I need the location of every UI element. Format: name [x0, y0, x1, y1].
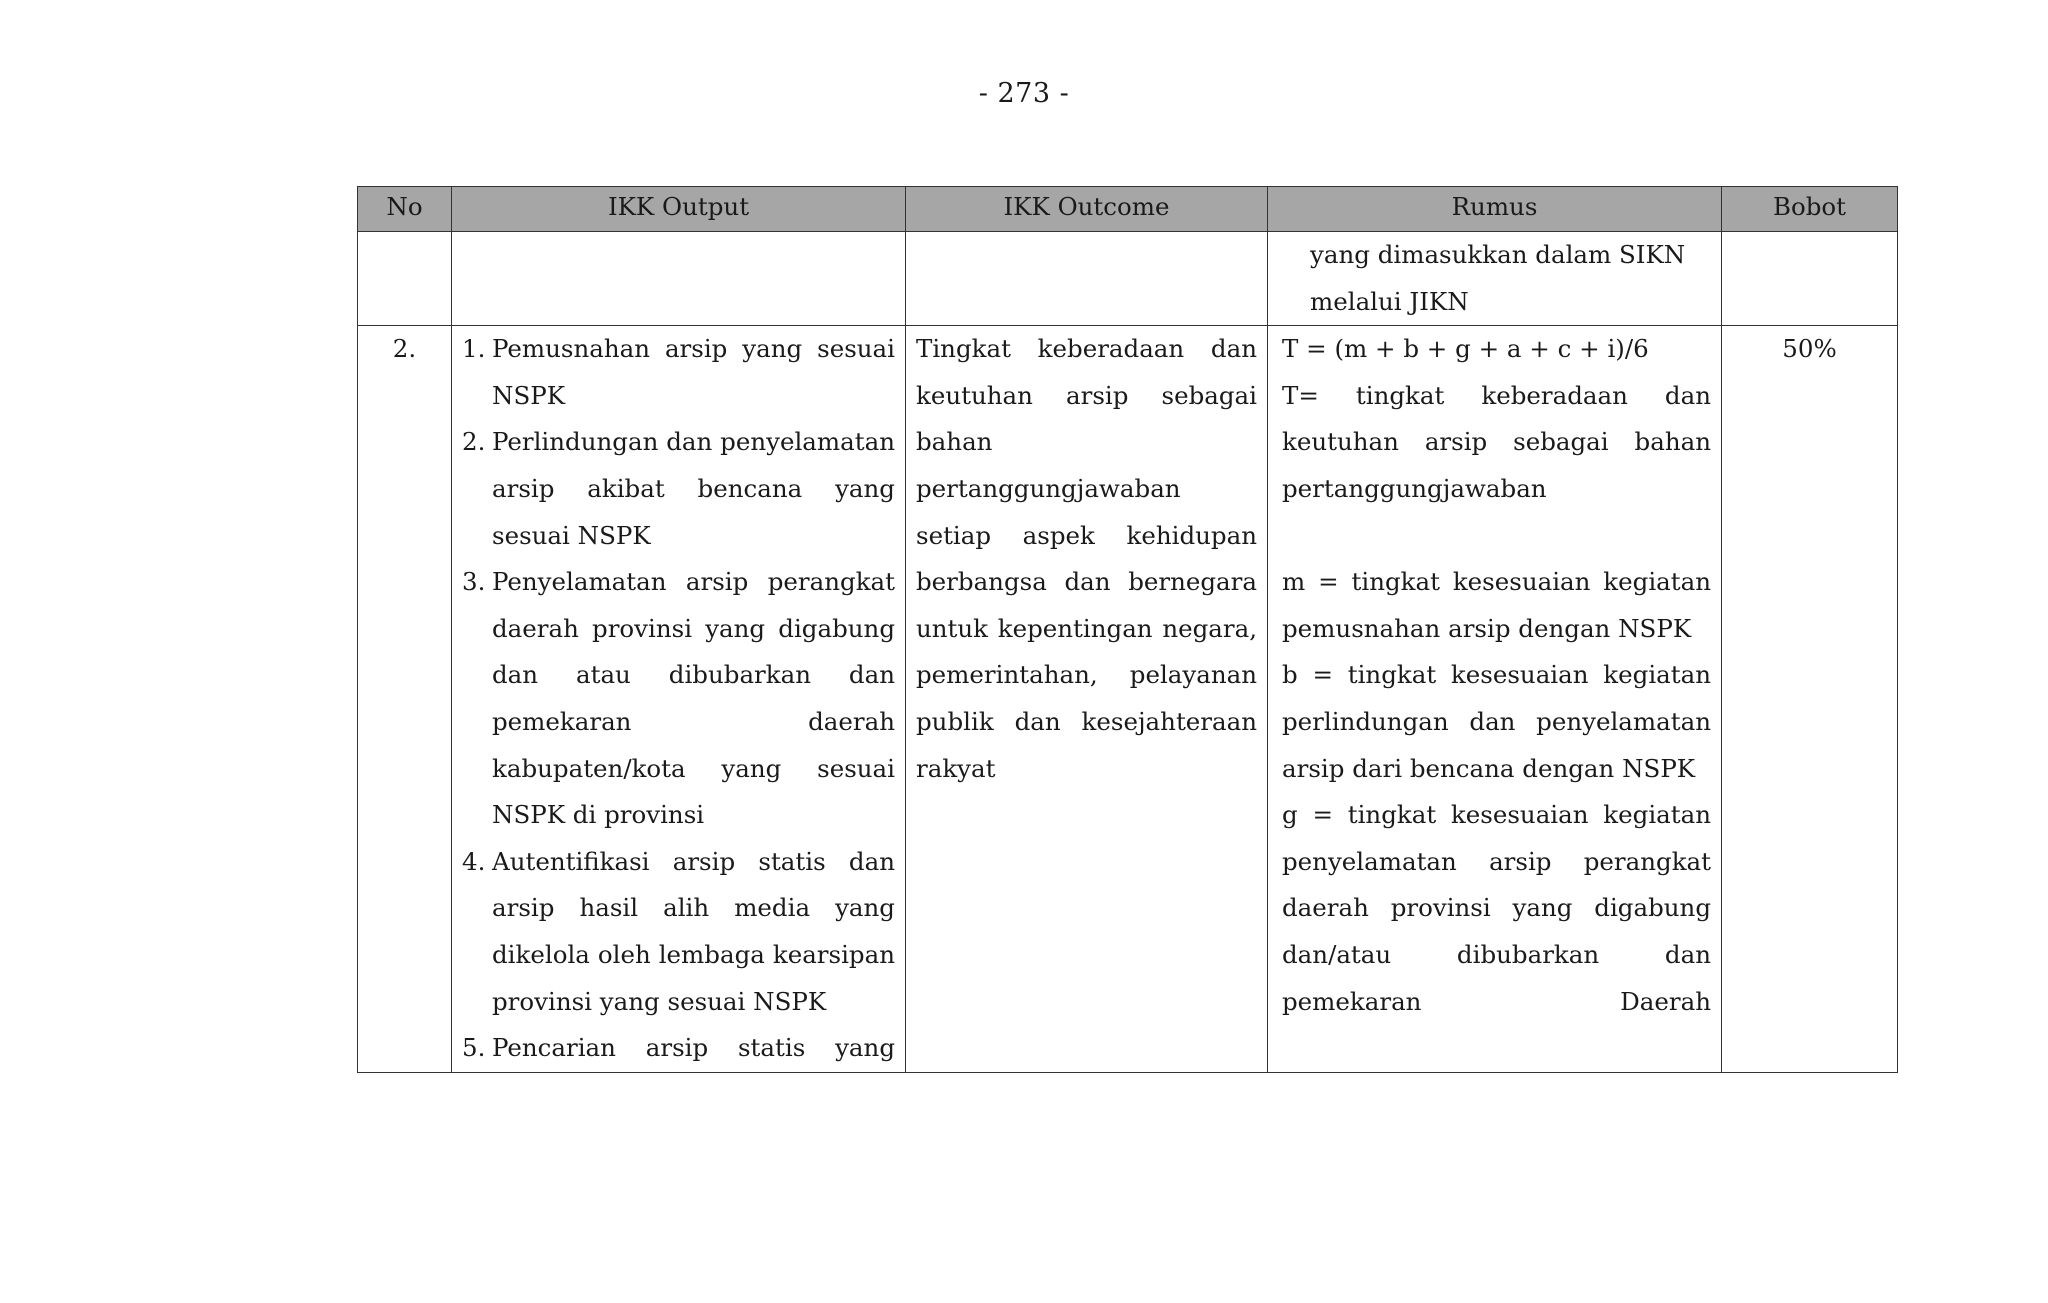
- output-item-text: Pemusnahan arsip yang sesuai NSPK: [492, 334, 895, 410]
- rumus-b-definition: b = tingkat kesesuaian kegiatan perlindungan dan penyelamatan arsip dari bencana dengan NSPK: [1282, 660, 1711, 783]
- output-item-number: 2.: [462, 427, 486, 457]
- output-list: [462, 326, 895, 1072]
- cell-rumus-continuation: [1268, 232, 1722, 326]
- output-item-text: Perlindungan dan penyelamatan arsip akibat bencana yang sesuai NSPK: [492, 427, 895, 550]
- header-ikk-output: IKK Output: [452, 187, 906, 232]
- cell-bobot: 50%: [1722, 326, 1898, 1073]
- rumus-g-definition: g = tingkat kesesuaian kegiatan penyelamatan arsip perangkat daerah provinsi yang digabung dan/atau dibubarkan dan pemekaran Daerah: [1282, 800, 1711, 1016]
- output-item-number: 5.: [462, 1033, 486, 1063]
- cell-ikk-output: [452, 326, 906, 1073]
- rumus-continuation-line-1: yang dimasukkan dalam SIKN: [1310, 240, 1686, 269]
- cell-ikk-outcome: Tingkat keberadaan dan keutuhan arsip sebagai bahan pertanggungjawaban setiap aspek kehidupan berbangsa dan bernegara untuk kepentingan negara, pemerintahan, pelayanan publik dan kesejahteraan rakyat: [906, 326, 1268, 1073]
- cell-outcome-empty: [906, 232, 1268, 326]
- cell-no-empty: [358, 232, 452, 326]
- output-item: [462, 559, 895, 839]
- header-bobot: Bobot: [1722, 187, 1898, 232]
- table-header-row: [358, 187, 1898, 232]
- header-no: No: [358, 187, 452, 232]
- rumus-formula: T = (m + b + g + a + c + i)/6: [1282, 334, 1649, 364]
- cell-output-empty: [452, 232, 906, 326]
- ikk-table: [357, 186, 1898, 1073]
- output-item: [462, 326, 895, 419]
- cell-no: 2.: [358, 326, 452, 1073]
- output-item-text: Autentifikasi arsip statis dan arsip hasil alih media yang dikelola oleh lembaga kearsipan provinsi yang sesuai NSPK: [492, 846, 895, 1016]
- rumus-m-definition: m = tingkat kesesuaian kegiatan pemusnahan arsip dengan NSPK: [1282, 567, 1711, 643]
- header-rumus: Rumus: [1268, 187, 1722, 232]
- output-item-number: 1.: [462, 334, 486, 364]
- output-item-text: Pencarian arsip statis yang: [492, 1033, 895, 1063]
- output-item-text: Penyelamatan arsip perangkat daerah provinsi yang digabung dan atau dibubarkan dan pemekaran daerah kabupaten/kota yang sesuai NSPK di provinsi: [492, 567, 895, 830]
- output-item: [462, 839, 895, 1025]
- rumus-t-definition: T= tingkat keberadaan dan keutuhan arsip sebagai bahan pertanggungjawaban: [1282, 380, 1711, 503]
- rumus-continuation-line-2: melalui JIKN: [1310, 286, 1469, 316]
- output-item-number: 4.: [462, 846, 486, 876]
- cell-rumus: [1268, 326, 1722, 1073]
- header-ikk-outcome: IKK Outcome: [906, 187, 1268, 232]
- output-item: [462, 1025, 895, 1072]
- output-item: [462, 419, 895, 559]
- output-item-number: 3.: [462, 567, 486, 597]
- table-row-continuation: [358, 232, 1898, 326]
- table-row: [358, 326, 1898, 1073]
- page-number: - 273 -: [978, 78, 1070, 109]
- cell-bobot-empty: [1722, 232, 1898, 326]
- rumus-spacer: [1282, 513, 1711, 560]
